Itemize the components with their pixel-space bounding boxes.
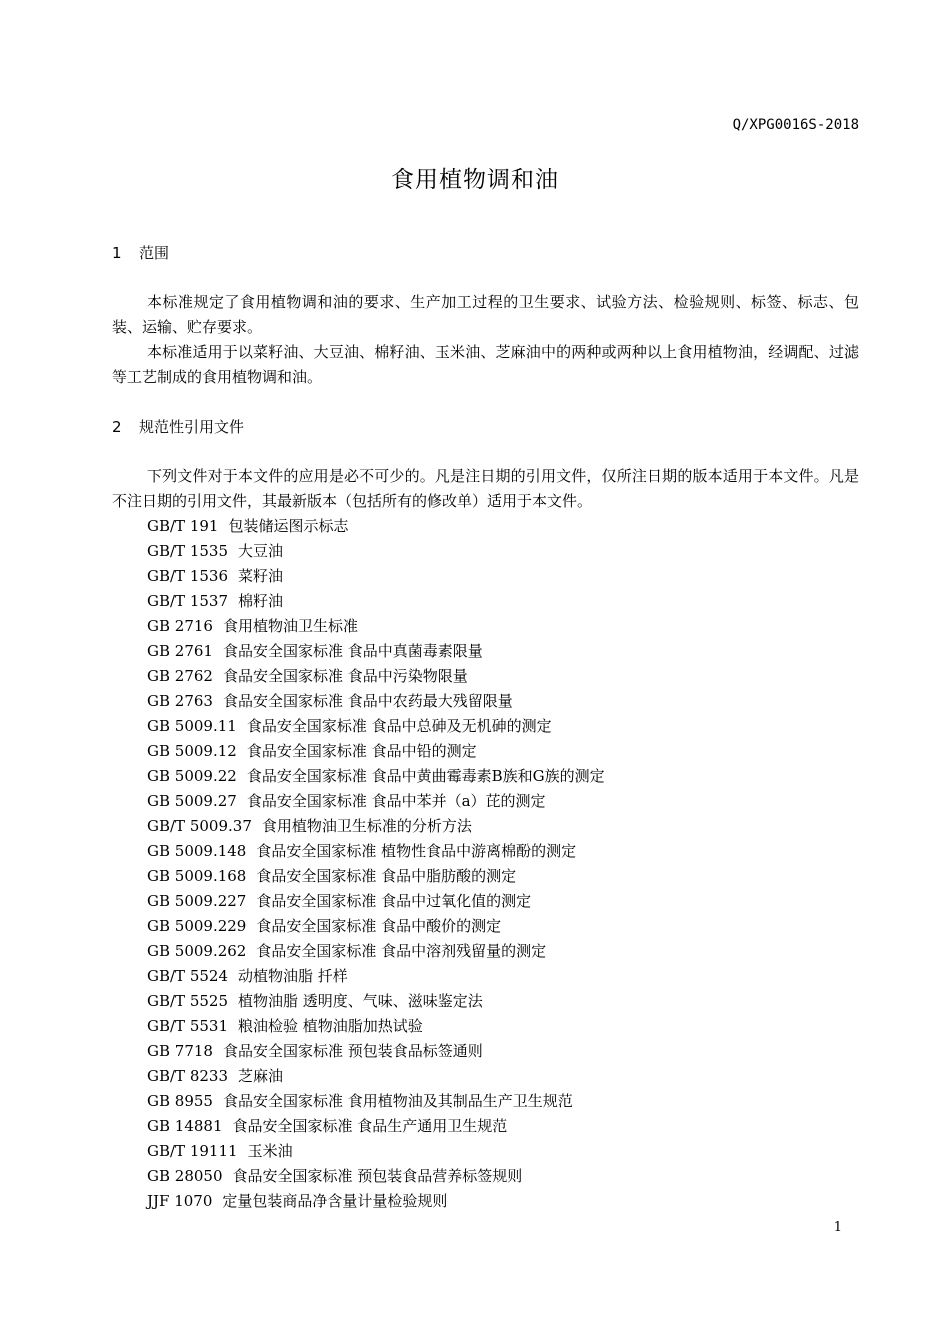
reference-code: GB/T 5524 [147, 967, 229, 985]
section-number: 2 [112, 418, 122, 436]
reference-title: 植物油脂 透明度、气味、滋味鉴定法 [238, 992, 483, 1010]
reference-item [147, 614, 605, 639]
reference-code: GB/T 5009.37 [147, 817, 252, 835]
reference-item [147, 714, 605, 739]
reference-item [147, 664, 605, 689]
reference-code: GB 5009.27 [147, 792, 237, 810]
reference-item [147, 1014, 605, 1039]
reference-item [147, 864, 605, 889]
reference-code: GB/T 8233 [147, 1067, 229, 1085]
reference-code: GB 7718 [147, 1042, 213, 1060]
reference-code: GB 5009.12 [147, 742, 237, 760]
reference-title: 食品安全国家标准 食品中脂肪酸的测定 [256, 867, 517, 885]
scope-paragraph-2: 本标准适用于以菜籽油、大豆油、棉籽油、玉米油、芝麻油中的两种或两种以上食用植物油，经调配、过滤等工艺制成的食用植物调和油。 [112, 343, 859, 386]
scope-paragraph-1: 本标准规定了食用植物调和油的要求、生产加工过程的卫生要求、试验方法、检验规则、标签、标志、包装、运输、贮存要求。 [112, 293, 859, 336]
reference-title: 食品安全国家标准 食品中真菌毒素限量 [222, 642, 483, 660]
reference-code: GB/T 5525 [147, 992, 229, 1010]
reference-title: 食品安全国家标准 食品中黄曲霉毒素B族和G族的测定 [246, 767, 605, 785]
reference-item [147, 1039, 605, 1064]
reference-item [147, 939, 605, 964]
reference-title: 食品安全国家标准 预包装食品标签通则 [222, 1042, 483, 1060]
reference-item [147, 839, 605, 864]
reference-title: 食品安全国家标准 预包装食品营养标签规则 [232, 1167, 523, 1185]
reference-item [147, 1114, 605, 1139]
reference-title: 棉籽油 [238, 592, 284, 610]
reference-item [147, 814, 605, 839]
reference-code: GB 5009.229 [147, 917, 247, 935]
reference-item [147, 689, 605, 714]
reference-title: 定量包装商品净含量计量检验规则 [222, 1192, 448, 1210]
reference-code: GB 14881 [147, 1117, 223, 1135]
document-title: 食用植物调和油 [391, 167, 559, 193]
reference-title: 芝麻油 [238, 1067, 284, 1085]
reference-code: GB 5009.227 [147, 892, 247, 910]
reference-code: GB/T 19111 [147, 1142, 238, 1160]
reference-item [147, 1189, 605, 1214]
reference-item [147, 539, 605, 564]
reference-title: 食品安全国家标准 食品中过氧化值的测定 [256, 892, 532, 910]
reference-title: 食品安全国家标准 食品中溶剂残留量的测定 [256, 942, 547, 960]
reference-code: GB/T 5531 [147, 1017, 229, 1035]
reference-title: 食品安全国家标准 食品中总砷及无机砷的测定 [246, 717, 552, 735]
reference-title: 包装储运图示标志 [228, 517, 349, 535]
reference-title: 食品安全国家标准 食品中铅的测定 [246, 742, 477, 760]
reference-title: 食品安全国家标准 食用植物油及其制品生产卫生规范 [222, 1092, 573, 1110]
reference-code: GB 5009.262 [147, 942, 247, 960]
reference-title: 玉米油 [247, 1142, 293, 1160]
reference-item [147, 764, 605, 789]
reference-title: 食品安全国家标准 食品中酸价的测定 [256, 917, 502, 935]
reference-code: GB 28050 [147, 1167, 223, 1185]
reference-code: GB 2763 [147, 692, 213, 710]
section-heading-scope [112, 243, 169, 263]
section-heading-normative-references [112, 417, 244, 437]
reference-code: GB 5009.11 [147, 717, 237, 735]
reference-code: GB/T 1535 [147, 542, 229, 560]
reference-title: 食品安全国家标准 食品中苯并（a）芘的测定 [246, 792, 546, 810]
reference-code: JJF 1070 [147, 1192, 213, 1210]
reference-title: 食用植物油卫生标准 [222, 617, 358, 635]
reference-code: GB/T 1537 [147, 592, 229, 610]
reference-item [147, 1064, 605, 1089]
reference-code: GB 5009.168 [147, 867, 247, 885]
reference-item [147, 914, 605, 939]
reference-item [147, 964, 605, 989]
reference-code: GB 2762 [147, 667, 213, 685]
page-number: 1 [833, 1220, 842, 1235]
reference-code: GB/T 1536 [147, 567, 229, 585]
reference-title: 食用植物油卫生标准的分析方法 [261, 817, 472, 835]
reference-code: GB/T 191 [147, 517, 219, 535]
reference-list [147, 514, 605, 1214]
section-title: 规范性引用文件 [139, 418, 245, 436]
reference-title: 粮油检验 植物油脂加热试验 [238, 1017, 423, 1035]
reference-title: 食品安全国家标准 食品生产通用卫生规范 [232, 1117, 508, 1135]
reference-code: GB 8955 [147, 1092, 213, 1110]
reference-title: 食品安全国家标准 食品中农药最大残留限量 [222, 692, 513, 710]
reference-item [147, 589, 605, 614]
reference-title: 食品安全国家标准 食品中污染物限量 [222, 667, 468, 685]
reference-title: 动植物油脂 扦样 [238, 967, 348, 985]
reference-title: 菜籽油 [238, 567, 284, 585]
reference-title: 大豆油 [238, 542, 284, 560]
section-title: 范围 [139, 244, 170, 262]
reference-item [147, 889, 605, 914]
reference-code: GB 2761 [147, 642, 213, 660]
document-code: Q/XPG0016S-2018 [732, 117, 859, 133]
reference-title: 食品安全国家标准 植物性食品中游离棉酚的测定 [256, 842, 577, 860]
reference-item [147, 1089, 605, 1114]
reference-code: GB 5009.22 [147, 767, 237, 785]
reference-item [147, 739, 605, 764]
references-intro-paragraph: 下列文件对于本文件的应用是必不可少的。凡是注日期的引用文件，仅所注日期的版本适用于本文件。凡是不注日期的引用文件，其最新版本（包括所有的修改单）适用于本文件。 [112, 467, 859, 510]
reference-code: GB 2716 [147, 617, 213, 635]
reference-item [147, 514, 605, 539]
reference-item [147, 564, 605, 589]
reference-code: GB 5009.148 [147, 842, 247, 860]
reference-item [147, 639, 605, 664]
reference-item [147, 789, 605, 814]
reference-item [147, 1139, 605, 1164]
reference-item [147, 989, 605, 1014]
section-number: 1 [112, 244, 122, 262]
reference-item [147, 1164, 605, 1189]
